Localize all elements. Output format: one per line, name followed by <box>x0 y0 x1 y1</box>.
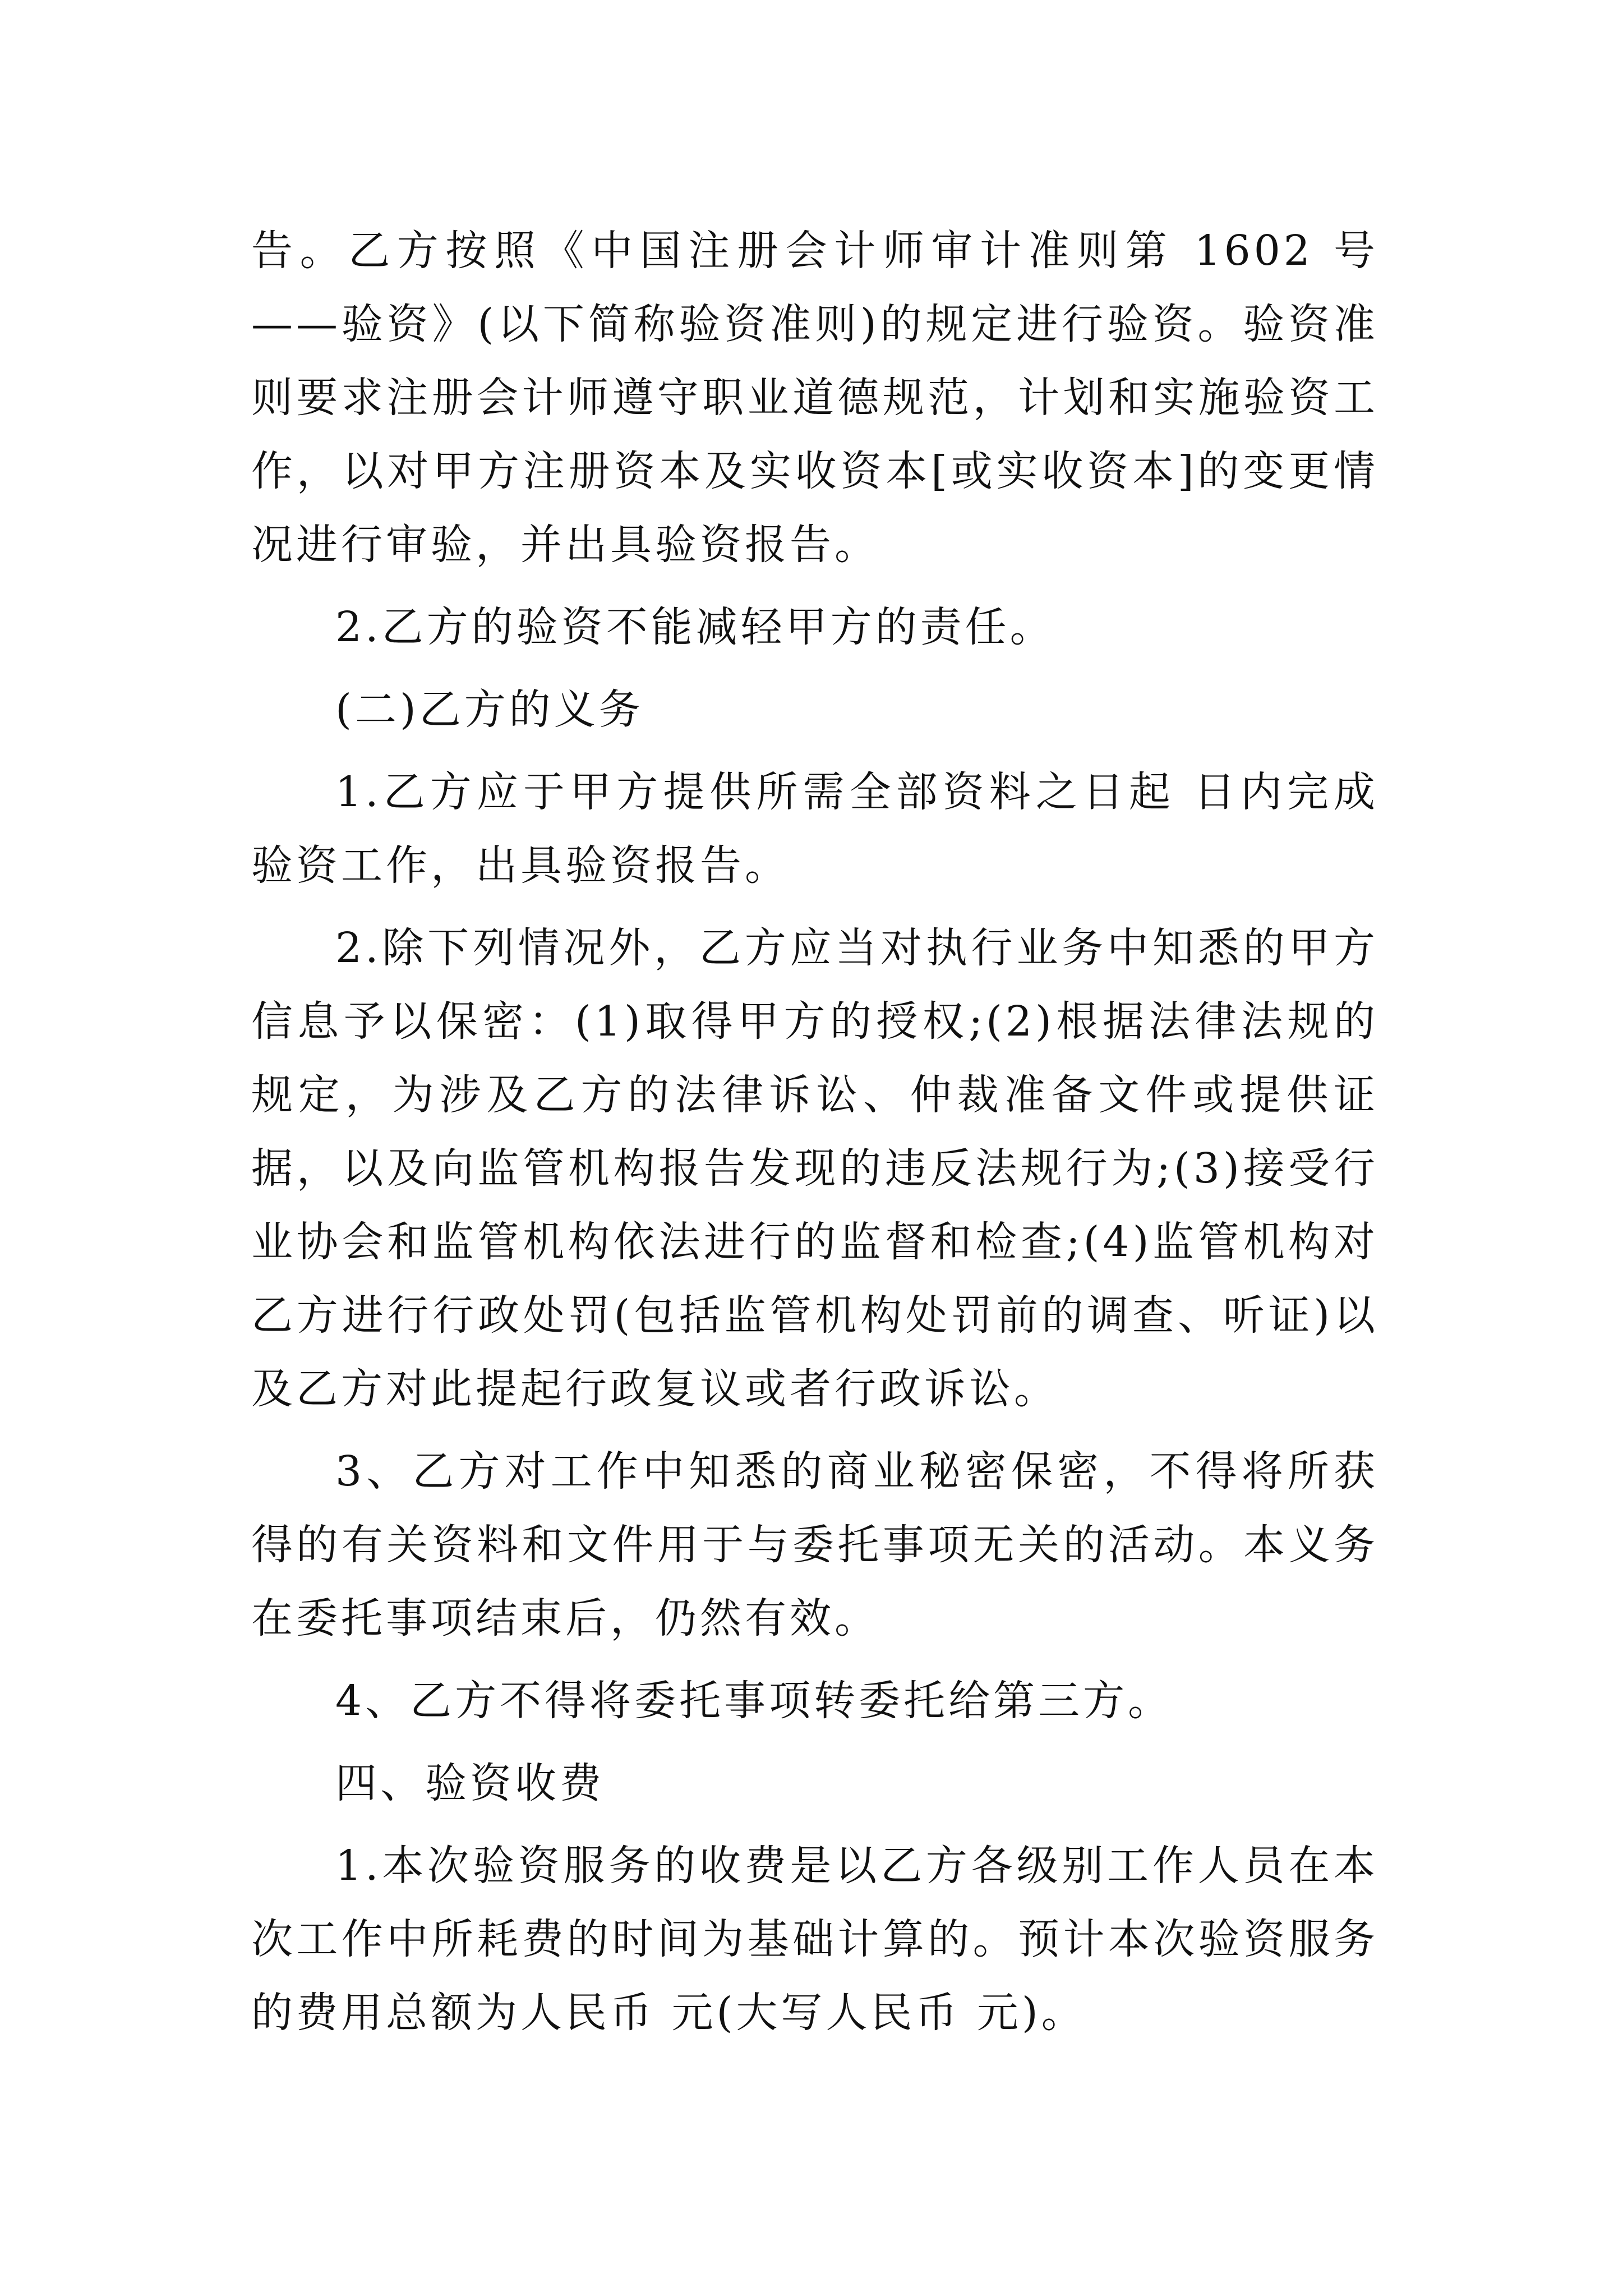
document-body <box>251 214 1378 2059</box>
paragraph-obligation-1: 1.乙方应于甲方提供所需全部资料之日起 日内完成验资工作，出具验资报告。 <box>251 768 1378 890</box>
paragraph-item-2: 2.乙方的验资不能减轻甲方的责任。 <box>335 603 1055 651</box>
paragraph-continuation: 告。乙方按照《中国注册会计师审计准则第 1602 号——验资》(以下简称验资准则)的规定进行验资。验资准则要求注册会计师遵守职业道德规范，计划和实施验资工作，以对甲方注册资本及实收资本[或实收资本]的变更情况进行审验，并出具验资报告。 <box>251 227 1378 569</box>
paragraph-obligation-4: 4、乙方不得将委托事项转委托给第三方。 <box>335 1677 1173 1725</box>
paragraph-fee-1: 1.本次验资服务的收费是以乙方各级别工作人员在本次工作中所耗费的时间为基础计算的。预计本次验资服务的费用总额为人民币 元(大写人民币 元)。 <box>251 1842 1378 2037</box>
section-heading-obligations: (二)乙方的义务 <box>335 685 644 734</box>
paragraph-obligation-3: 3、乙方对工作中知悉的商业秘密保密，不得将所获得的有关资料和文件用于与委托事项无关的活动。本义务在委托事项结束后，仍然有效。 <box>251 1447 1378 1642</box>
section-heading-fees: 四、验资收费 <box>335 1759 605 1807</box>
paragraph-obligation-2: 2.除下列情况外，乙方应当对执行业务中知悉的甲方信息予以保密：(1)取得甲方的授权;(2)根据法律法规的规定，为涉及乙方的法律诉讼、仲裁准备文件或提供证据，以及向监管机构报告发现的违反法规行为;(3)接受行业协会和监管机构依法进行的监督和检查;(4)监管机构对乙方进行行政处罚(包括监管机构处罚前的调查、听证)以及乙方对此提起行政复议或者行政诉讼。 <box>251 924 1378 1413</box>
